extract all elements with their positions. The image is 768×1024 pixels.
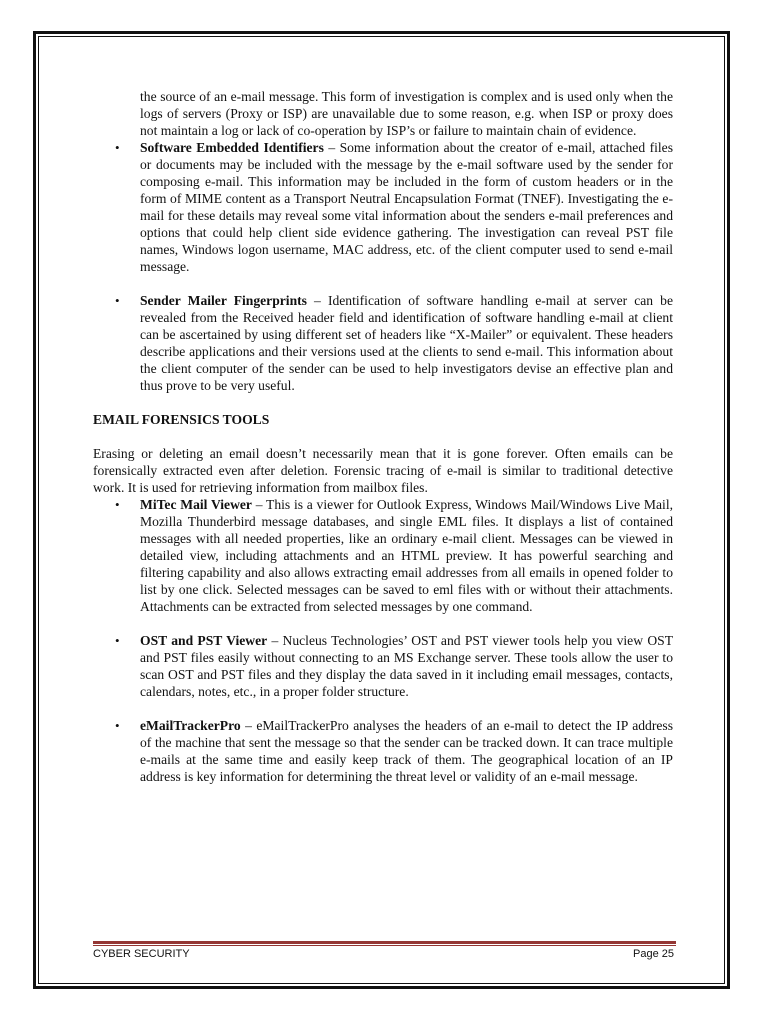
bullet-title: OST and PST Viewer: [140, 633, 268, 648]
bullet-text: – Nucleus Technologies’ OST and PST viewer tools help you view OST and PST files easily without connecting to an MS Exchange server. These tools allow the user to scan OST and PST files and they display the data saved in it including email messages, contacts, calendars, notes, etc., in a proper folder structure.: [140, 633, 673, 699]
bullet-title: Sender Mailer Fingerprints: [140, 293, 307, 308]
page-number: Page 25: [633, 948, 674, 960]
bullet-text: – Identification of software handling e-mail at server can be revealed from the Received header field and identification of software handling e-mail at client can be ascertained by using different set of headers like “X-Mailer” or equivalent. These headers describe applications and their versions used at the clients to send e-mail. This information about the client computer of the sender can be used to help investigators devise an effective plan and thus prove to be very useful.: [140, 293, 673, 393]
bullet-dot-icon: •: [115, 633, 120, 648]
footer-title: CYBER SECURITY: [93, 948, 190, 960]
bullet-text: – This is a viewer for Outlook Express, Windows Mail/Windows Live Mail, Mozilla Thunderbird message databases, and single EML files. It displays a list of contained messages with all needed properties, like an ordinary e-mail client. Messages can be viewed in detailed view, including attachments and an HTML preview. It has powerful searching and filtering capability and also allows extracting email addresses from all emails in opened folder to list by one click. Selected messages can be saved to eml files with or without their attachments. Attachments can be extracted from selected messages by one command.: [140, 497, 673, 614]
intro-continuation-paragraph: the source of an e-mail message. This form of investigation is complex and is used only when the logs of servers (Proxy or ISP) are unavailable due to some reason, e.g. when ISP or proxy does not maintain a log or lack of co-operation by ISP’s or failure to maintain chain of evidence.: [140, 89, 673, 138]
bullet-sender-mailer-fingerprints: [93, 292, 673, 394]
bullet-dot-icon: •: [115, 718, 120, 733]
bullet-software-embedded-identifiers: [93, 139, 673, 275]
footer-rule-thin: [93, 945, 676, 946]
bullet-ost-pst-viewer: [93, 632, 673, 700]
bullet-title: Software Embedded Identifiers: [140, 140, 324, 155]
bullet-dot-icon: •: [115, 140, 120, 155]
footer-rule-thick: [93, 941, 676, 944]
section-intro-paragraph: Erasing or deleting an email doesn’t necessarily mean that it is gone forever. Often emails can be forensically extracted even after deletion. Forensic tracing of e-mail is similar to traditional detective work. It is used for retrieving information from mailbox files.: [93, 446, 673, 495]
section-heading: EMAIL FORENSICS TOOLS: [93, 412, 270, 427]
bullet-title: MiTec Mail Viewer: [140, 497, 252, 512]
bullet-emailtrackerpro: [93, 717, 673, 785]
bullet-mitec-mail-viewer: [93, 496, 673, 615]
bullet-text: – eMailTrackerPro analyses the headers of an e-mail to detect the IP address of the machine that sent the message so that the sender can be tracked down. It can trace multiple e-mails at the same time and easily keep track of them. The geographical location of an IP address is key information for determining the threat level or validity of an e-mail message.: [140, 718, 673, 784]
bullet-text: – Some information about the creator of e-mail, attached files or documents may be included with the message by the e-mail software used by the sender for composing e-mail. This information may be included in the form of custom headers or in the form of MIME content as a Transport Neutral Encapsulation Format (TNEF). Investigating the e-mail for these details may reveal some vital information about the senders e-mail preferences and options that could help client side evidence gathering. The investigation can reveal PST file names, Windows logon username, MAC address, etc. of the client computer used to send e-mail message.: [140, 140, 673, 274]
bullet-title: eMailTrackerPro: [140, 718, 241, 733]
bullet-dot-icon: •: [115, 497, 120, 512]
bullet-dot-icon: •: [115, 293, 120, 308]
document-body: [93, 88, 673, 785]
